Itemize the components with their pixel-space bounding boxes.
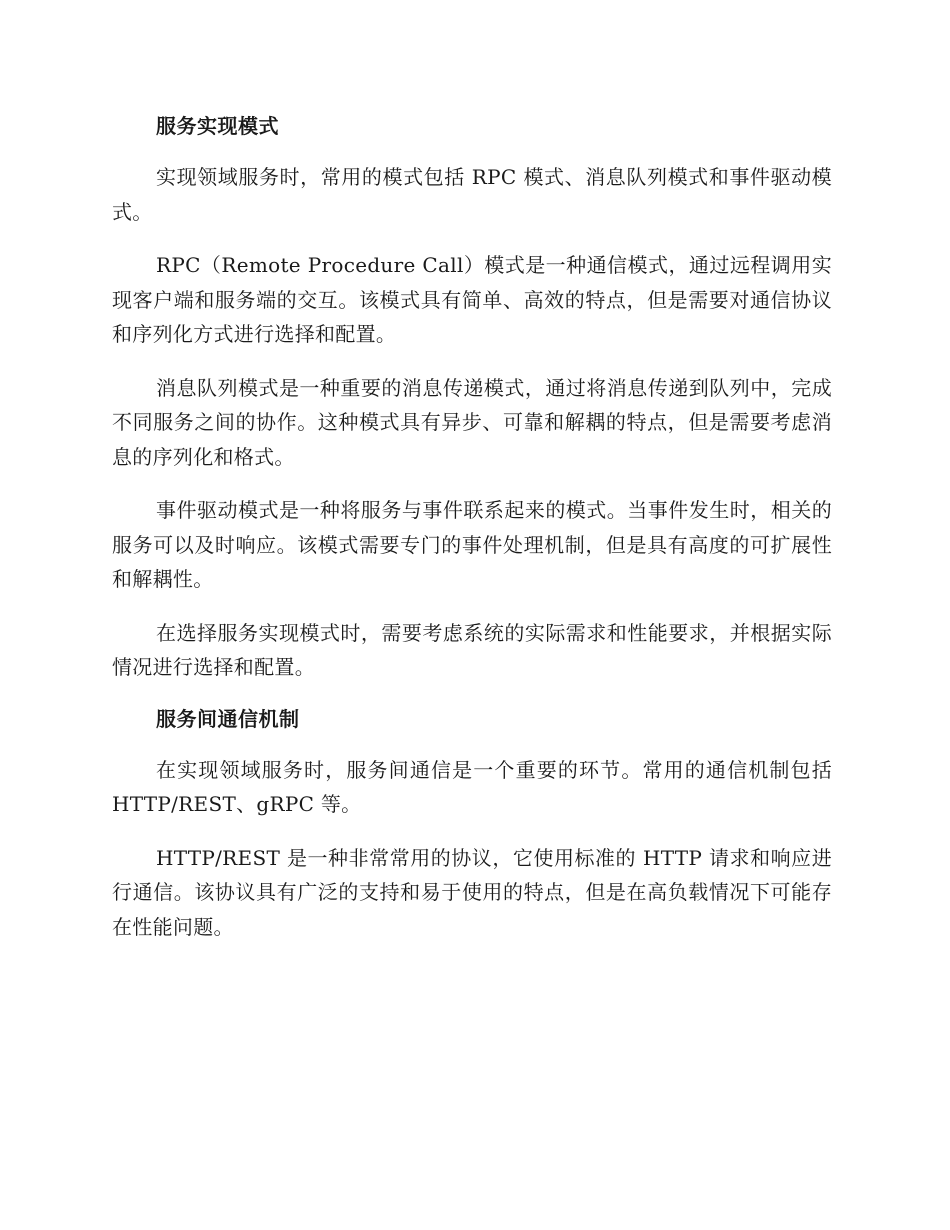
paragraph-event-driven-pattern: 事件驱动模式是一种将服务与事件联系起来的模式。当事件发生时，相关的服务可以及时响应。该模式需要专门的事件处理机制，但是具有高度的可扩展性和解耦性。: [112, 498, 832, 591]
paragraph-communication-intro: 在实现领域服务时，服务间通信是一个重要的环节。常用的通信机制包括 HTTP/REST、gRPC 等。: [112, 757, 832, 816]
document-body: [112, 108, 832, 944]
section-heading-service-patterns: 服务实现模式: [156, 114, 279, 138]
paragraph-patterns-intro: 实现领域服务时，常用的模式包括 RPC 模式、消息队列模式和事件驱动模式。: [112, 165, 832, 224]
paragraph-pattern-selection: 在选择服务实现模式时，需要考虑系统的实际需求和性能要求，并根据实际情况进行选择和配置。: [112, 620, 832, 679]
section-heading-communication: 服务间通信机制: [156, 706, 300, 731]
paragraph-message-queue-pattern: 消息队列模式是一种重要的消息传递模式，通过将消息传递到队列中，完成不同服务之间的协作。这种模式具有异步、可靠和解耦的特点，但是需要考虑消息的序列化和格式。: [112, 375, 832, 469]
paragraph-rpc-pattern: RPC（Remote Procedure Call）模式是一种通信模式，通过远程调用实现客户端和服务端的交互。该模式具有简单、高效的特点，但是需要对通信协议和序列化方式进行选择和配置。: [112, 253, 832, 346]
paragraph-http-rest: HTTP/REST 是一种非常常用的协议，它使用标准的 HTTP 请求和响应进行通信。该协议具有广泛的支持和易于使用的特点，但是在高负载情况下可能存在性能问题。: [112, 845, 832, 939]
